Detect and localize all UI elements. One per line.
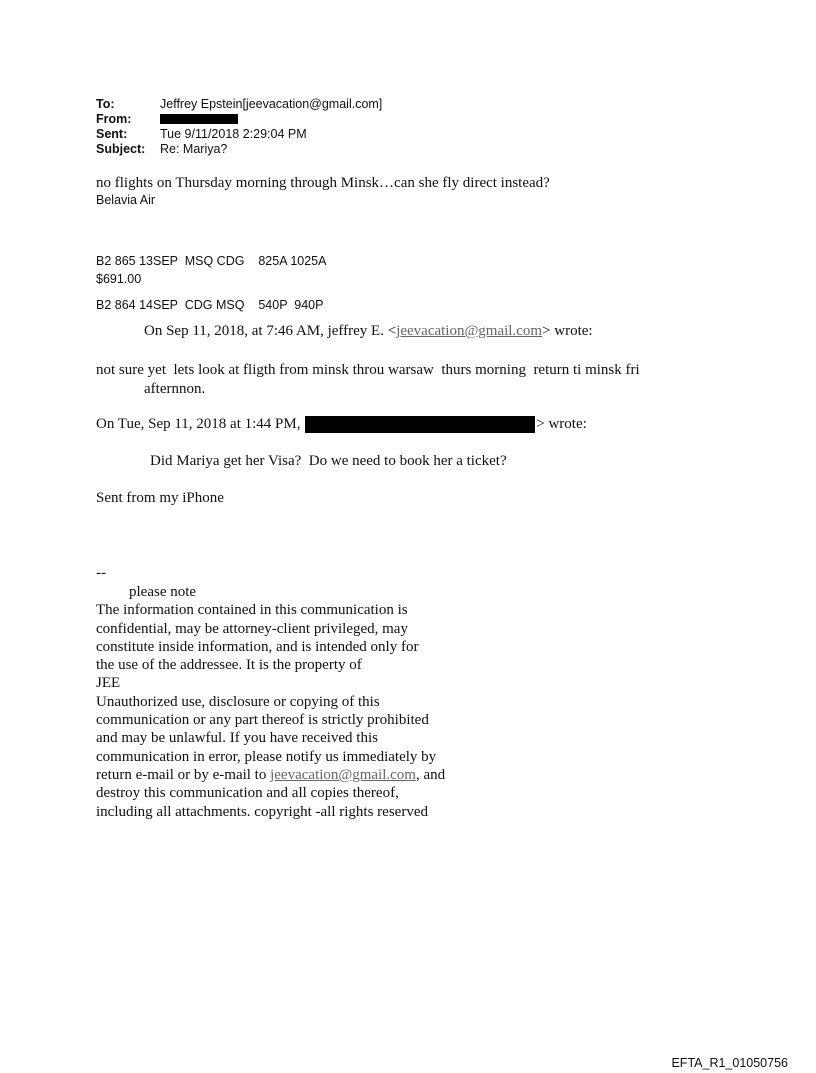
airline-line: Belavia Air — [96, 193, 156, 207]
quote-prefix: On Tue, Sep 11, 2018 at 1:44 PM, — [96, 416, 305, 432]
disclaimer-line: destroy this communication and all copies thereof, — [96, 785, 399, 802]
document-id: EFTA_R1_01050756 — [671, 1056, 788, 1070]
disclaimer-line: communication in error, please notify us immediately by — [96, 748, 437, 765]
disclaimer-text: , and — [415, 766, 446, 783]
to-value: Jeffrey Epstein[jeevacation@gmail.com] — [160, 97, 383, 111]
disclaimer-line: JEE — [96, 675, 121, 692]
subject-label: Subject: — [96, 142, 146, 156]
sent-value: Tue 9/11/2018 2:29:04 PM — [160, 127, 307, 141]
from-row — [96, 112, 382, 127]
disclaimer-line: communication or any part thereof is strictly prohibited — [96, 712, 429, 729]
disclaimer — [96, 583, 496, 821]
body-line: no flights on Thursday morning through Minsk…can she fly direct instead? — [96, 175, 550, 191]
reply-line: not sure yet lets look at fligth from minsk throu warsaw thurs morning return ti minsk fri — [96, 362, 640, 378]
subject-row — [96, 142, 382, 157]
email-header — [96, 97, 382, 157]
quote-header — [144, 323, 593, 340]
quote-header-2 — [96, 416, 587, 433]
disclaimer-line: and may be unlawful. If you have received this — [96, 730, 378, 747]
quote-suffix: > wrote: — [542, 323, 593, 339]
price: $691.00 — [96, 272, 142, 286]
separator: -- — [96, 565, 106, 581]
subject-value: Re: Mariya? — [160, 142, 228, 156]
disclaimer-line — [96, 766, 496, 784]
disclaimer-line: including all attachments. copyright -all rights reserved — [96, 803, 428, 820]
flight-row: B2 864 14SEP CDG MSQ 540P 940P — [96, 298, 324, 312]
quote-suffix: > wrote: — [536, 416, 587, 432]
sent-row — [96, 127, 382, 142]
message-body — [96, 174, 550, 208]
email-link[interactable]: jeevacation@gmail.com — [270, 766, 416, 783]
to-label: To: — [96, 97, 115, 111]
disclaimer-line: please note — [129, 584, 197, 600]
disclaimer-text: return e-mail or by e-mail to — [96, 766, 271, 783]
quote-prefix: On Sep 11, 2018, at 7:46 AM, jeffrey E. < — [144, 323, 397, 339]
disclaimer-line: confidential, may be attorney-client privileged, may — [96, 620, 408, 637]
signature: Sent from my iPhone — [96, 490, 224, 506]
reply-paragraph — [96, 361, 686, 399]
to-row — [96, 97, 382, 112]
original-question: Did Mariya get her Visa? Do we need to book her a ticket? — [150, 453, 507, 469]
flight-row: B2 865 13SEP MSQ CDG 825A 1025A — [96, 254, 327, 268]
disclaimer-line: the use of the addressee. It is the property of — [96, 657, 362, 674]
reply-line: afternnon. — [144, 381, 206, 397]
from-label: From: — [96, 112, 132, 126]
redaction-box — [305, 416, 535, 433]
disclaimer-line: constitute inside information, and is intended only for — [96, 638, 419, 655]
disclaimer-line: The information contained in this communication is — [96, 602, 408, 619]
redaction-box — [160, 114, 238, 124]
email-link[interactable]: jeevacation@gmail.com — [396, 323, 543, 339]
disclaimer-line: Unauthorized use, disclosure or copying of this — [96, 693, 380, 710]
sent-label: Sent: — [96, 127, 128, 141]
